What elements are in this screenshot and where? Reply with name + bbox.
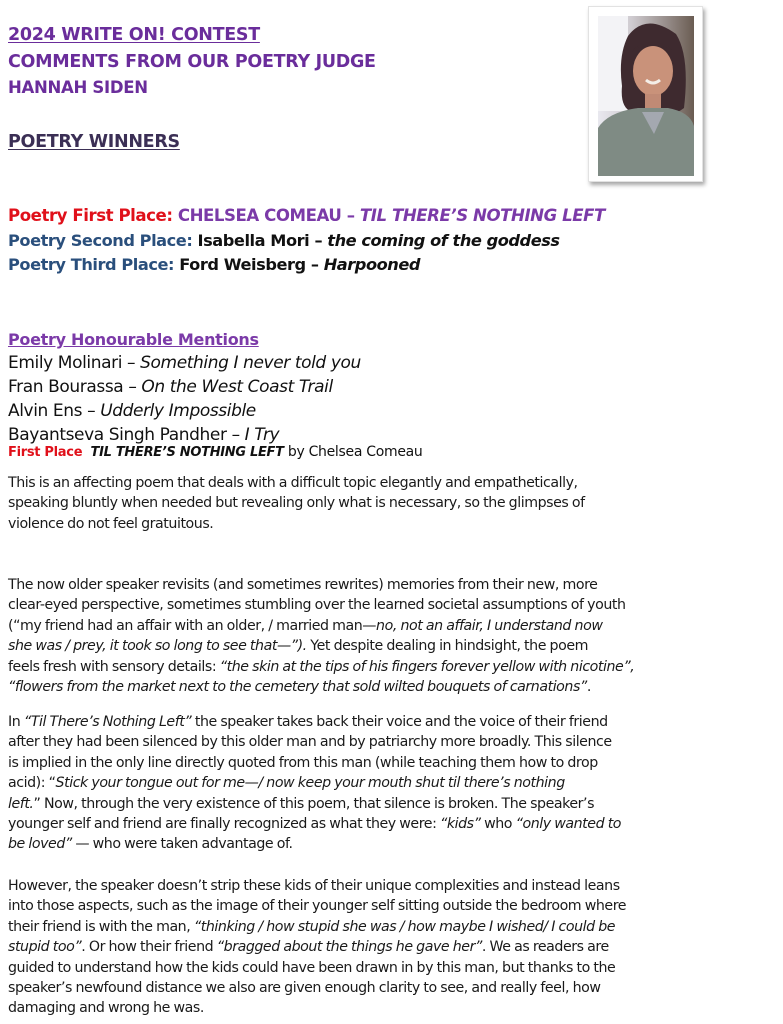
text-line: violence do not feel gratuitous. bbox=[8, 515, 214, 532]
first-place-review-heading bbox=[8, 444, 423, 460]
honourable-mention-item bbox=[8, 353, 361, 373]
hm-title: On the West Coast Trail bbox=[141, 377, 333, 397]
text-line: However, the speaker doesn’t strip these kids of their unique complexities and instead leans bbox=[8, 878, 620, 894]
text-span: the speaker takes back their voice and the voice of their friend bbox=[191, 714, 608, 730]
hm-sep: – bbox=[122, 353, 141, 373]
honourable-mentions-heading: Poetry Honourable Mentions bbox=[8, 330, 259, 349]
text-line bbox=[8, 937, 778, 957]
judge-photo-illustration bbox=[598, 16, 694, 176]
hm-title: I Try bbox=[244, 425, 280, 445]
first-place-title: TIL THERE’S NOTHING LEFT bbox=[359, 206, 605, 225]
hm-author: Emily Molinari bbox=[8, 353, 123, 373]
third-place-author: Ford Weisberg bbox=[179, 255, 306, 274]
quote-span: no, not an affair, I understand now bbox=[376, 617, 603, 634]
first-place-line bbox=[8, 206, 605, 225]
text-line bbox=[8, 834, 778, 854]
text-span: ” Now, through the very existence of this poem, that silence is broken. The speaker’s bbox=[33, 795, 595, 812]
quote-span: Stick your tongue out for me—/ now keep your mouth shut til there’s nothing bbox=[55, 775, 565, 792]
review-label: First Place bbox=[8, 445, 83, 460]
review-title: TIL THERE’S NOTHING LEFT bbox=[90, 445, 284, 460]
quote-span: “thinking / how stupid she was / how maybe I wished/ I could be bbox=[193, 918, 616, 935]
text-line: The now older speaker revisits (and sometimes rewrites) memories from their new, more bbox=[8, 577, 598, 593]
quote-span: “only wanted to bbox=[515, 816, 622, 833]
text-span: acid): “ bbox=[8, 775, 56, 792]
text-line: is implied in the only line directly quoted from this man (while teaching them how to drop bbox=[8, 754, 598, 771]
first-place-sep: – bbox=[341, 206, 360, 225]
judge-name: HANNAH SIDEN bbox=[8, 78, 148, 97]
quote-span: “Til There’s Nothing Left” bbox=[23, 714, 192, 730]
text-line bbox=[8, 712, 778, 732]
quote-span: be loved” bbox=[8, 836, 72, 853]
third-place-line bbox=[8, 255, 420, 274]
judge-heading: COMMENTS FROM OUR POETRY JUDGE bbox=[8, 52, 376, 72]
judge-photo bbox=[598, 16, 694, 176]
text-span: In bbox=[8, 714, 24, 730]
text-line bbox=[8, 773, 778, 793]
text-line bbox=[8, 677, 778, 697]
hm-author: Fran Bourassa bbox=[8, 377, 124, 397]
hm-sep: – bbox=[82, 401, 101, 421]
judge-photo-frame bbox=[588, 6, 703, 182]
text-line: damaging and wrong he was. bbox=[8, 1000, 204, 1017]
review-paragraph-2 bbox=[8, 575, 778, 697]
text-line: into those aspects, such as the image of their younger self sitting outside the bedroom where bbox=[8, 898, 627, 915]
second-place-line bbox=[8, 231, 560, 250]
review-paragraph-1 bbox=[8, 473, 778, 534]
hm-author: Bayantseva Singh Pandher bbox=[8, 425, 227, 445]
text-line bbox=[8, 814, 778, 834]
text-span: . bbox=[586, 679, 591, 696]
quote-span: “bragged about the things he gave her” bbox=[216, 939, 482, 956]
text-line bbox=[8, 636, 778, 656]
honourable-mention-item bbox=[8, 401, 256, 421]
text-span: Yet despite dealing in hindsight, the poem bbox=[306, 638, 588, 655]
winners-heading: POETRY WINNERS bbox=[8, 132, 180, 152]
third-place-sep: – bbox=[305, 255, 324, 274]
quote-span: “flowers from the market next to the cemetery that sold wilted bouquets of carnations” bbox=[8, 679, 587, 696]
text-line: This is an affecting poem that deals with a difficult topic elegantly and empathetically, bbox=[8, 475, 578, 491]
first-place-author: CHELSEA COMEAU bbox=[177, 206, 342, 225]
text-line: speaker’s newfound distance we also are given enough clarity to see, and really feel, how bbox=[8, 980, 601, 997]
third-place-label: Poetry Third Place: bbox=[8, 255, 175, 274]
text-line: after they had been silenced by this older man and by patriarchy more broadly. This silence bbox=[8, 734, 612, 751]
honourable-mention-item bbox=[8, 425, 279, 445]
second-place-label: Poetry Second Place: bbox=[8, 231, 193, 250]
honourable-mention-item bbox=[8, 377, 333, 397]
review-paragraph-4 bbox=[8, 876, 778, 1019]
hm-author: Alvin Ens bbox=[8, 401, 83, 421]
text-span: their friend is with the man, bbox=[8, 918, 194, 935]
hm-sep: – bbox=[226, 425, 245, 445]
text-line: guided to understand how the kids could have been drawn in by this man, but thanks to the bbox=[8, 959, 616, 976]
first-place-label: Poetry First Place: bbox=[8, 206, 173, 225]
hm-title: Something I never told you bbox=[140, 353, 361, 373]
text-line bbox=[8, 917, 778, 937]
quote-span: left. bbox=[8, 795, 34, 812]
text-span: . We as readers are bbox=[481, 939, 609, 956]
review-byline: by Chelsea Comeau bbox=[283, 444, 423, 460]
second-place-sep: – bbox=[309, 231, 328, 250]
text-line bbox=[8, 616, 778, 636]
quote-span: “the skin at the tips of his fingers forever yellow with nicotine”, bbox=[219, 658, 635, 675]
text-span: younger self and friend are finally recognized as what they were: bbox=[8, 816, 440, 833]
quote-span: “kids” bbox=[439, 816, 481, 833]
hm-sep: – bbox=[123, 377, 142, 397]
text-span: — who were taken advantage of. bbox=[71, 836, 293, 853]
text-line bbox=[8, 657, 778, 677]
hm-title: Udderly Impossible bbox=[100, 401, 256, 421]
text-span: feels fresh with sensory details: bbox=[8, 658, 220, 675]
text-span: (“my friend had an affair with an older, / married man— bbox=[8, 617, 377, 634]
text-line bbox=[8, 794, 778, 814]
review-paragraph-3 bbox=[8, 712, 778, 855]
second-place-title: the coming of the goddess bbox=[327, 231, 560, 250]
quote-span: she was / prey, it took so long to see that—”). bbox=[8, 638, 307, 655]
text-line: speaking bluntly when needed but revealing only what is necessary, so the glimpses of bbox=[8, 495, 585, 512]
contest-title: 2024 WRITE ON! CONTEST bbox=[8, 25, 260, 45]
third-place-title: Harpooned bbox=[323, 255, 421, 274]
quote-span: stupid too” bbox=[8, 939, 82, 956]
text-line: clear-eyed perspective, sometimes stumbling over the learned societal assumptions of youth bbox=[8, 597, 626, 614]
text-span: . Or how their friend bbox=[81, 939, 217, 956]
second-place-author: Isabella Mori bbox=[197, 231, 310, 250]
text-span: who bbox=[480, 816, 516, 833]
